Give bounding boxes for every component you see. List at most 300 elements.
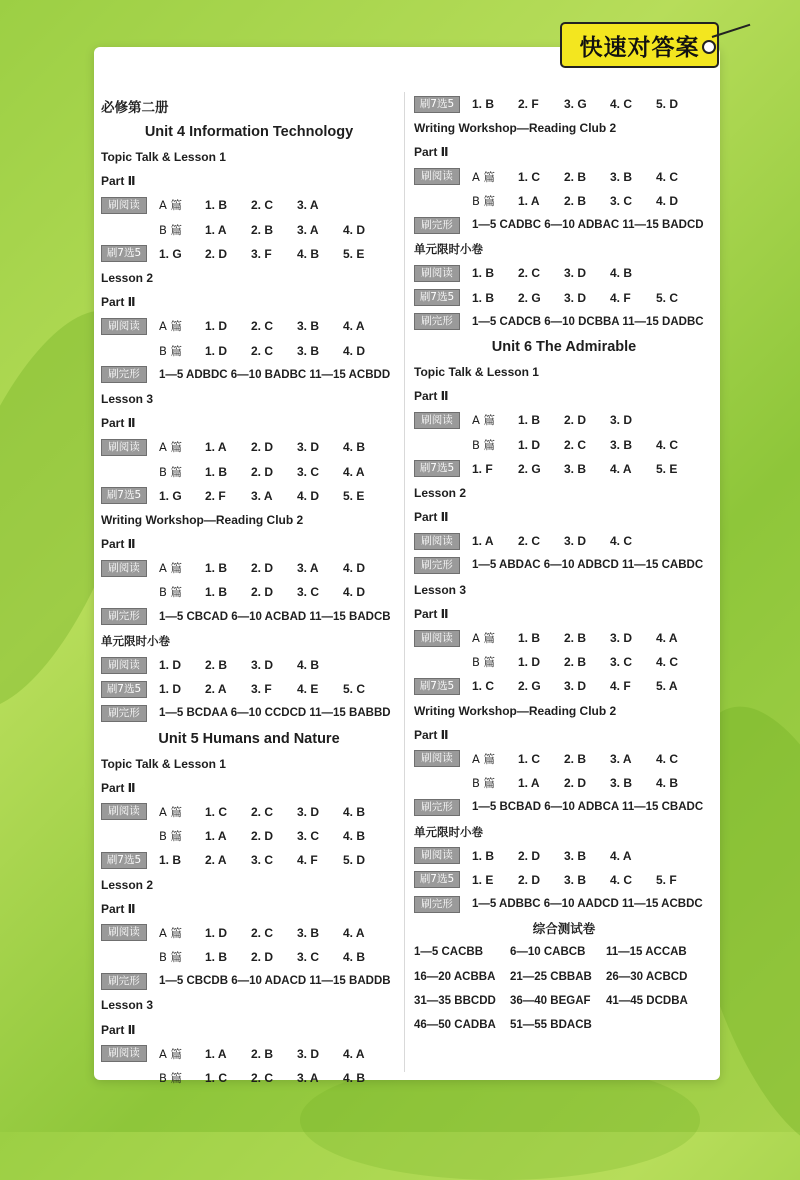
answer-sequence: 1—5 CBCAD 6—10 ACBAD 11—15 BADCB <box>159 610 391 623</box>
answer-row <box>414 165 714 189</box>
answer: 5. E <box>656 461 678 476</box>
test-answer: 36—40 BEGAF <box>510 994 591 1007</box>
answer-row <box>101 193 397 217</box>
section-label: Part Ⅱ <box>414 389 449 404</box>
answer: 1. D <box>159 682 182 697</box>
exercise-tag: 刷完形 <box>101 973 147 990</box>
answer: 3. C <box>251 853 274 868</box>
answer: 5. E <box>343 488 365 503</box>
right-column <box>414 92 714 1037</box>
answer: 3. B <box>297 925 320 940</box>
answer: 3. D <box>564 266 587 281</box>
answer: 1. C <box>205 1071 228 1086</box>
answer: 2. C <box>518 266 541 281</box>
answer: 1. B <box>518 413 541 428</box>
answer: 3. C <box>297 585 320 600</box>
cloze-answer-row <box>414 553 714 577</box>
answer: 3. D <box>297 1046 320 1061</box>
answer: 4. E <box>297 682 319 697</box>
answer: 4. B <box>343 804 366 819</box>
test-answer: 6—10 CABCB <box>510 946 586 959</box>
passage-label: B 篇 <box>159 829 183 844</box>
exercise-tag: 刷阅读 <box>101 924 147 941</box>
answer: 4. A <box>656 631 678 646</box>
answer: 1. D <box>205 925 228 940</box>
exercise-tag: 刷阅读 <box>414 533 460 550</box>
test-answer-row <box>414 965 714 989</box>
answer: 2. B <box>564 751 587 766</box>
answer-row <box>101 242 397 266</box>
exercise-tag: 刷完形 <box>414 896 460 913</box>
answer: 2. F <box>205 488 226 503</box>
answer: 4. F <box>610 290 631 305</box>
passage-label: B 篇 <box>472 437 496 452</box>
answer: 1. A <box>518 776 540 791</box>
exercise-tag: 刷完形 <box>414 799 460 816</box>
answer: 2. B <box>251 1046 274 1061</box>
answer: 1. B <box>518 631 541 646</box>
answer: 2. A <box>205 853 227 868</box>
cloze-answer-row <box>414 892 714 916</box>
exercise-tag: 刷阅读 <box>101 439 147 456</box>
answer: 5. D <box>656 97 679 112</box>
answer: 2. B <box>251 222 274 237</box>
answer: 4. A <box>343 319 365 334</box>
exercise-tag: 刷阅读 <box>414 412 460 429</box>
answer: 3. D <box>251 658 274 673</box>
answer: 3. A <box>610 751 632 766</box>
answer: 2. D <box>251 585 274 600</box>
passage-label: B 篇 <box>159 585 183 600</box>
answer: 1. D <box>205 319 228 334</box>
answer: 4. B <box>343 950 366 965</box>
answer: 1. B <box>472 266 495 281</box>
answer: 1. F <box>472 461 493 476</box>
answer: 1. A <box>472 534 494 549</box>
answer-sequence: 1—5 BCDAA 6—10 CCDCD 11—15 BABBD <box>159 707 391 720</box>
answer: 1. A <box>205 222 227 237</box>
test-answer-row <box>414 1013 714 1037</box>
answer-row <box>101 435 397 459</box>
section-label: Writing Workshop—Reading Club 2 <box>101 512 304 527</box>
section-label: Lesson 2 <box>101 877 154 892</box>
answer: 5. C <box>343 682 366 697</box>
answer-row <box>414 674 714 698</box>
answer: 4. F <box>297 853 318 868</box>
answer-row <box>101 848 397 872</box>
section-label: Writing Workshop—Reading Club 2 <box>414 703 617 718</box>
answer: 2. C <box>564 437 587 452</box>
answer: 4. A <box>343 1046 365 1061</box>
passage-label: A 篇 <box>472 413 496 428</box>
answer-row <box>414 92 714 116</box>
section-label: Part Ⅱ <box>101 416 136 431</box>
answer: 3. D <box>610 631 633 646</box>
answer: 1. B <box>472 290 495 305</box>
section-label: Part Ⅱ <box>101 537 136 552</box>
exercise-tag: 刷完形 <box>101 366 147 383</box>
answer: 2. D <box>251 950 274 965</box>
answer: 4. C <box>656 655 679 670</box>
exercise-tag: 刷阅读 <box>414 630 460 647</box>
exercise-tag: 刷7选5 <box>101 852 147 869</box>
exercise-tag: 刷7选5 <box>414 678 460 695</box>
answer: 4. B <box>343 440 366 455</box>
answer-row <box>414 432 714 456</box>
passage-label: A 篇 <box>159 319 183 334</box>
section-label: Lesson 2 <box>414 485 467 500</box>
section-label: Lesson 3 <box>101 998 154 1013</box>
exercise-tag: 刷7选5 <box>101 245 147 262</box>
answer: 3. D <box>564 290 587 305</box>
exercise-tag: 刷7选5 <box>414 96 460 113</box>
answer: 4. D <box>343 561 366 576</box>
answer-row <box>414 771 714 795</box>
answer: 1. C <box>518 169 541 184</box>
answer: 4. C <box>610 872 633 887</box>
exercise-tag: 刷完形 <box>414 313 460 330</box>
section-label: Part Ⅱ <box>414 510 449 525</box>
answer: 5. F <box>656 872 677 887</box>
answer: 4. C <box>656 169 679 184</box>
section-label: Part Ⅱ <box>101 174 136 189</box>
section-label: Topic Talk & Lesson 1 <box>101 150 226 165</box>
column-divider <box>404 92 405 1072</box>
answer-row <box>101 339 397 363</box>
answer: 3. D <box>564 534 587 549</box>
quick-answer-tab: 快速对答案 <box>560 22 719 68</box>
answer: 2. G <box>518 461 541 476</box>
book-section-title: 必修第二册 <box>101 100 169 116</box>
exercise-tag: 刷阅读 <box>101 803 147 820</box>
section-label: 单元限时小卷 <box>414 824 483 839</box>
exercise-tag: 刷阅读 <box>414 750 460 767</box>
exercise-tag: 刷完形 <box>101 705 147 722</box>
passage-label: B 篇 <box>472 776 496 791</box>
answer: 1. A <box>205 1046 227 1061</box>
section-label: Part Ⅱ <box>414 145 449 160</box>
test-answer: 46—50 CADBA <box>414 1019 496 1032</box>
test-title: 综合测试卷 <box>532 921 596 937</box>
answer-row <box>414 747 714 771</box>
cloze-answer-row <box>414 213 714 237</box>
answer: 3. B <box>610 169 633 184</box>
exercise-tag: 刷阅读 <box>101 1045 147 1062</box>
answer-row <box>101 1042 397 1066</box>
exercise-tag: 刷阅读 <box>101 560 147 577</box>
answer: 1. E <box>472 872 494 887</box>
answer: 4. A <box>343 925 365 940</box>
section-label: Lesson 3 <box>414 582 467 597</box>
answer: 1. C <box>518 751 541 766</box>
test-answer-row <box>414 940 714 964</box>
answer: 2. D <box>564 776 587 791</box>
cloze-answer-row <box>414 310 714 334</box>
answer: 3. B <box>297 319 320 334</box>
exercise-tag: 刷阅读 <box>414 168 460 185</box>
answer: 3. D <box>297 804 320 819</box>
answer: 2. B <box>205 658 228 673</box>
section-label: Part Ⅱ <box>101 901 136 916</box>
answer: 2. C <box>251 925 274 940</box>
answer-sequence: 1—5 ABDAC 6—10 ADBCD 11—15 CABDC <box>472 559 704 572</box>
answer-row <box>414 868 714 892</box>
answer: 2. D <box>251 464 274 479</box>
answer: 3. B <box>297 343 320 358</box>
answer-row <box>101 800 397 824</box>
answer: 1. A <box>205 829 227 844</box>
passage-label: B 篇 <box>159 222 183 237</box>
section-label: Part Ⅱ <box>101 780 136 795</box>
answer: 3. G <box>564 97 587 112</box>
section-label: Part Ⅱ <box>101 1022 136 1037</box>
answer: 1. C <box>472 679 495 694</box>
passage-label: B 篇 <box>159 464 183 479</box>
answer-row <box>101 921 397 945</box>
answer: 3. C <box>297 950 320 965</box>
answer: 3. A <box>297 222 319 237</box>
test-answer: 41—45 DCDBA <box>606 994 688 1007</box>
answer: 5. E <box>343 246 365 261</box>
answer: 4. C <box>610 534 633 549</box>
answer-sequence: 1—5 BCBAD 6—10 ADBCA 11—15 CBADC <box>472 801 704 814</box>
answer: 4. A <box>610 848 632 863</box>
answer: 4. B <box>656 776 679 791</box>
answer: 2. D <box>205 246 228 261</box>
section-label: 单元限时小卷 <box>414 242 483 257</box>
test-answer: 51—55 BDACB <box>510 1019 592 1032</box>
exercise-tag: 刷完形 <box>414 557 460 574</box>
answer: 1. D <box>159 658 182 673</box>
passage-label: A 篇 <box>159 198 183 213</box>
answer: 2. D <box>251 440 274 455</box>
answer-row <box>101 556 397 580</box>
answer: 2. D <box>251 829 274 844</box>
exercise-tag: 刷7选5 <box>101 487 147 504</box>
answer-row <box>101 459 397 483</box>
answer: 3. A <box>297 1071 319 1086</box>
answer: 3. C <box>610 655 633 670</box>
answer: 1. B <box>205 585 228 600</box>
answer: 4. D <box>343 222 366 237</box>
answer: 2. D <box>251 561 274 576</box>
answer-row <box>101 824 397 848</box>
answer: 2. B <box>564 655 587 670</box>
answer-row <box>414 650 714 674</box>
answer-sequence: 1—5 CADCB 6—10 DCBBA 11—15 DADBC <box>472 315 704 328</box>
section-label: Part Ⅱ <box>101 295 136 310</box>
answer: 1. A <box>205 440 227 455</box>
answer: 3. F <box>251 246 272 261</box>
answer: 4. C <box>656 437 679 452</box>
answer: 2. C <box>251 343 274 358</box>
answer: 1. B <box>205 950 228 965</box>
answer: 3. B <box>564 872 587 887</box>
passage-label: A 篇 <box>472 169 496 184</box>
answer: 4. D <box>343 585 366 600</box>
answer: 1. C <box>205 804 228 819</box>
passage-label: B 篇 <box>159 1071 183 1086</box>
section-label: Topic Talk & Lesson 1 <box>414 364 539 379</box>
answer-row <box>101 653 397 677</box>
answer-row <box>101 945 397 969</box>
test-answer: 21—25 CBBAB <box>510 970 592 983</box>
passage-label: B 篇 <box>159 950 183 965</box>
answer: 5. D <box>343 853 366 868</box>
test-answer: 11—15 ACCAB <box>606 946 687 959</box>
answer: 1. B <box>205 561 228 576</box>
answer: 4. A <box>343 464 365 479</box>
section-label: Part Ⅱ <box>414 606 449 621</box>
answer-row <box>101 484 397 508</box>
section-label: Part Ⅱ <box>414 727 449 742</box>
answer: 4. B <box>610 266 633 281</box>
passage-label: B 篇 <box>159 343 183 358</box>
test-answer: 16—20 ACBBA <box>414 970 496 983</box>
answer-row <box>414 286 714 310</box>
answer: 3. A <box>297 198 319 213</box>
pin-icon <box>702 40 716 54</box>
unit-title: Unit 5 Humans and Nature <box>158 730 340 747</box>
answer: 3. C <box>297 464 320 479</box>
answer: 4. B <box>343 829 366 844</box>
answer: 1. G <box>159 488 182 503</box>
section-label: Lesson 2 <box>101 271 154 286</box>
unit-title: Unit 6 The Admirable <box>491 338 637 355</box>
answer: 4. D <box>656 193 679 208</box>
answer: 2. A <box>205 682 227 697</box>
answer: 4. B <box>343 1071 366 1086</box>
answer: 4. B <box>297 658 320 673</box>
answer: 2. C <box>251 1071 274 1086</box>
passage-label: B 篇 <box>472 193 496 208</box>
exercise-tag: 刷7选5 <box>414 871 460 888</box>
cloze-answer-row <box>414 795 714 819</box>
passage-label: A 篇 <box>472 751 496 766</box>
test-answer: 1—5 CACBB <box>414 946 484 959</box>
answer-row <box>414 529 714 553</box>
answer: 2. B <box>564 631 587 646</box>
answer: 3. B <box>564 461 587 476</box>
answer: 4. A <box>610 461 632 476</box>
answer: 3. F <box>251 682 272 697</box>
exercise-tag: 刷阅读 <box>101 657 147 674</box>
answer-row <box>414 844 714 868</box>
answer-row <box>101 1066 397 1090</box>
passage-label: A 篇 <box>159 1046 183 1061</box>
answer-sequence: 1—5 ADBDC 6—10 BADBC 11—15 ACBDD <box>159 368 391 381</box>
answer-row <box>414 408 714 432</box>
answer: 2. C <box>251 804 274 819</box>
answer: 1. D <box>518 655 541 670</box>
test-answer: 31—35 BBCDD <box>414 994 496 1007</box>
answer: 1. B <box>159 853 182 868</box>
answer: 4. C <box>610 97 633 112</box>
answer-row <box>101 677 397 701</box>
passage-label: A 篇 <box>159 561 183 576</box>
answer: 3. C <box>610 193 633 208</box>
answer: 3. D <box>297 440 320 455</box>
cloze-answer-row <box>101 701 397 725</box>
answer: 2. C <box>251 319 274 334</box>
exercise-tag: 刷7选5 <box>414 460 460 477</box>
answer: 4. B <box>297 246 320 261</box>
answer: 2. B <box>564 193 587 208</box>
answer: 5. A <box>656 679 678 694</box>
answer: 1. B <box>205 198 228 213</box>
answer: 3. A <box>297 561 319 576</box>
answer: 4. D <box>343 343 366 358</box>
passage-label: A 篇 <box>159 804 183 819</box>
unit-title: Unit 4 Information Technology <box>144 124 354 140</box>
answer: 2. G <box>518 679 541 694</box>
test-answer: 26—30 ACBCD <box>606 970 688 983</box>
test-answer-row <box>414 989 714 1013</box>
answer: 3. D <box>610 413 633 428</box>
exercise-tag: 刷完形 <box>101 608 147 625</box>
answer: 2. C <box>251 198 274 213</box>
answer: 1. D <box>205 343 228 358</box>
section-label: Lesson 3 <box>101 391 154 406</box>
answer-sequence: 1—5 ADBBC 6—10 AADCD 11—15 ACBDC <box>472 898 703 911</box>
answer-sequence: 1—5 CADBC 6—10 ADBAC 11—15 BADCD <box>472 219 704 232</box>
exercise-tag: 刷阅读 <box>101 197 147 214</box>
answer: 2. D <box>564 413 587 428</box>
passage-label: B 篇 <box>472 655 496 670</box>
passage-label: A 篇 <box>159 925 183 940</box>
answer: 2. B <box>564 169 587 184</box>
section-label: Writing Workshop—Reading Club 2 <box>414 121 617 136</box>
exercise-tag: 刷阅读 <box>414 265 460 282</box>
answer-row <box>414 189 714 213</box>
exercise-tag: 刷阅读 <box>414 847 460 864</box>
answer: 1. G <box>159 246 182 261</box>
answer: 3. A <box>251 488 273 503</box>
answer-sequence: 1—5 CBCDB 6—10 ADACD 11—15 BADDB <box>159 975 391 988</box>
answer: 2. D <box>518 848 541 863</box>
exercise-tag: 刷阅读 <box>101 318 147 335</box>
answer: 3. B <box>610 776 633 791</box>
answer-row <box>101 218 397 242</box>
answer: 1. D <box>518 437 541 452</box>
exercise-tag: 刷完形 <box>414 217 460 234</box>
answer: 2. F <box>518 97 539 112</box>
exercise-tag: 刷7选5 <box>101 681 147 698</box>
answer: 3. C <box>297 829 320 844</box>
section-label: Topic Talk & Lesson 1 <box>101 756 226 771</box>
answer: 5. C <box>656 290 679 305</box>
left-column <box>101 92 397 1090</box>
answer-row <box>101 314 397 338</box>
answer: 3. B <box>610 437 633 452</box>
answer: 4. D <box>297 488 320 503</box>
answer: 1. B <box>472 848 495 863</box>
answer: 1. B <box>205 464 228 479</box>
section-label: 单元限时小卷 <box>101 633 170 648</box>
cloze-answer-row <box>101 363 397 387</box>
cloze-answer-row <box>101 605 397 629</box>
answer: 2. D <box>518 872 541 887</box>
answer: 1. B <box>472 97 495 112</box>
answer-row <box>101 580 397 604</box>
answer: 4. F <box>610 679 631 694</box>
answer: 3. D <box>564 679 587 694</box>
answer: 4. C <box>656 751 679 766</box>
answer: 3. B <box>564 848 587 863</box>
answer: 1. A <box>518 193 540 208</box>
exercise-tag: 刷7选5 <box>414 289 460 306</box>
answer: 2. G <box>518 290 541 305</box>
